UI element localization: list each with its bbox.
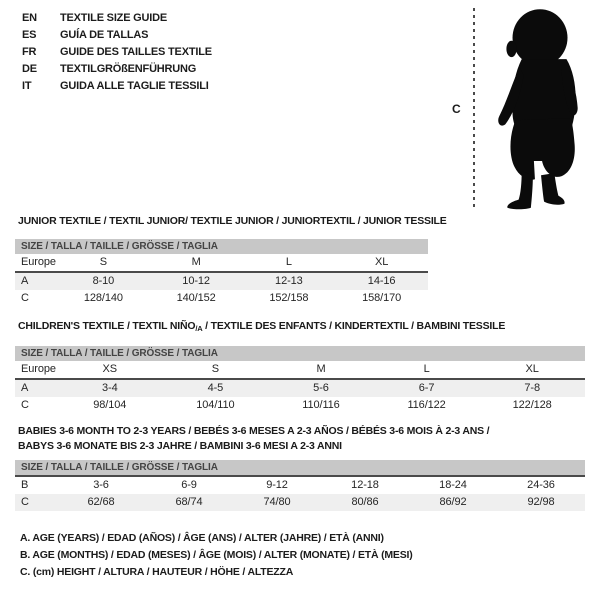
footnotes [20,530,413,581]
junior-size-table [15,239,428,307]
babies-title-line2: BABYS 3-6 MONATE BIS 2-3 JAHRE / BAMBINI 3-6 MESI A 2-3 ANNI [18,440,342,452]
babies-table-rows [15,475,585,511]
language-code: IT [22,80,32,92]
table-row [15,397,585,414]
table-row [15,290,428,307]
table-cell: 140/152 [176,292,216,304]
language-code: ES [22,29,37,41]
table-cell: 14-16 [367,275,396,287]
language-code: FR [22,46,37,58]
table-cell: 128/140 [83,292,123,304]
table-cell: M [316,363,326,375]
table-cell: 4-5 [207,382,224,394]
language-title: TEXTILE SIZE GUIDE [60,12,168,24]
footnote-c: C. (cm) HEIGHT / ALTURA / HAUTEUR / HÖHE / ALTEZZA [20,566,294,578]
language-row [22,78,212,95]
table-cell: 62/68 [87,496,115,508]
row-label: B [21,479,29,491]
language-row [22,10,212,27]
table-cell: 12-18 [351,479,379,491]
table-cell: 122/128 [512,399,552,411]
table-cell: 8-10 [92,275,115,287]
language-code: DE [22,63,37,75]
table-cell: XL [374,256,389,268]
table-cell: 92/98 [527,496,555,508]
babies-size-table [15,460,585,511]
row-label: C [21,292,29,304]
language-row [22,61,212,78]
table-cell: 98/104 [93,399,127,411]
footnote-a: A. AGE (YEARS) / EDAD (AÑOS) / ÂGE (ANS) / ALTER (JAHRE) / ETÀ (ANNI) [20,532,384,544]
footnote-b: B. AGE (MONTHS) / EDAD (MESES) / ÂGE (MOIS) / ALTER (MONATE) / ETÀ (MESI) [20,549,413,561]
row-label: C [21,496,29,508]
children-title-text-cont: / TEXTILE DES ENFANTS / KINDERTEXTIL / BAMBINI TESSILE [202,320,506,332]
children-title-subscript: /A [195,324,203,333]
babies-title-line1: BABIES 3-6 MONTH TO 2-3 YEARS / BEBÉS 3-6 MESES A 2-3 AÑOS / BÉBÉS 3-6 MOIS À 2-3 ANS / [18,425,490,437]
table-cell: L [423,363,430,375]
table-row [15,380,585,397]
table-cell: 116/122 [407,399,446,411]
junior-table-rows [15,254,428,307]
junior-section-title [18,214,447,229]
language-row [22,44,212,61]
babies-section-title [18,424,489,454]
table-cell: XS [102,363,118,375]
language-row [22,27,212,44]
size-header-bar: SIZE / TALLA / TAILLE / GRÖSSE / TAGLIA [15,239,428,254]
table-cell: 10-12 [182,275,210,287]
children-title-text: CHILDREN'S TEXTILE / TEXTIL NIÑO [18,320,196,332]
children-table-rows [15,361,585,414]
table-cell: 104/110 [196,399,235,411]
language-code: EN [22,12,37,24]
table-cell: 18-24 [439,479,467,491]
table-cell: 24-36 [527,479,555,491]
language-title: TEXTILGRÖßENFÜHRUNG [60,63,197,75]
table-cell: 5-6 [313,382,329,394]
row-label: Europe [21,363,56,375]
baby-silhouette-icon [483,5,595,211]
table-cell: 74/80 [263,496,291,508]
table-cell: L [285,256,292,268]
table-row [15,477,585,494]
table-cell: 158/170 [362,292,402,304]
table-cell: 3-4 [101,382,118,394]
table-cell: 152/158 [269,292,309,304]
table-cell: 6-7 [418,382,435,394]
table-row [15,273,428,290]
row-label: Europe [21,256,56,268]
table-cell: 110/116 [302,399,340,411]
table-cell: XL [525,363,539,375]
table-cell: 3-6 [93,479,109,491]
junior-title-text: JUNIOR TEXTILE / TEXTIL JUNIOR/ TEXTILE JUNIOR / JUNIORTEXTIL / JUNIOR TESSILE [18,215,447,227]
language-title: GUIDA ALLE TAGLIE TESSILI [60,80,209,92]
table-header-row [15,361,585,378]
table-cell: 6-9 [181,479,197,491]
table-cell: 80/86 [351,496,379,508]
size-header-bar: SIZE / TALLA / TAILLE / GRÖSSE / TAGLIA [15,346,585,361]
table-header-row [15,254,428,271]
table-cell: 9-12 [266,479,288,491]
table-cell: M [191,256,201,268]
size-header-bar: SIZE / TALLA / TAILLE / GRÖSSE / TAGLIA [15,460,585,475]
row-label: A [21,382,29,394]
row-label: A [21,275,29,287]
language-title-list [22,10,212,95]
table-row [15,494,585,511]
language-title: GUÍA DE TALLAS [60,29,149,41]
table-cell: 86/92 [439,496,467,508]
children-size-table [15,346,585,414]
height-label-c: C [452,102,461,116]
language-title: GUIDE DES TAILLES TEXTILE [60,46,212,58]
table-cell: S [211,363,220,375]
height-measure-dotted-line [473,8,475,209]
table-cell: 12-13 [275,275,303,287]
table-cell: 7-8 [524,382,540,394]
row-label: C [21,399,29,411]
children-section-title [18,319,505,336]
table-cell: 68/74 [175,496,203,508]
table-cell: S [99,256,107,268]
